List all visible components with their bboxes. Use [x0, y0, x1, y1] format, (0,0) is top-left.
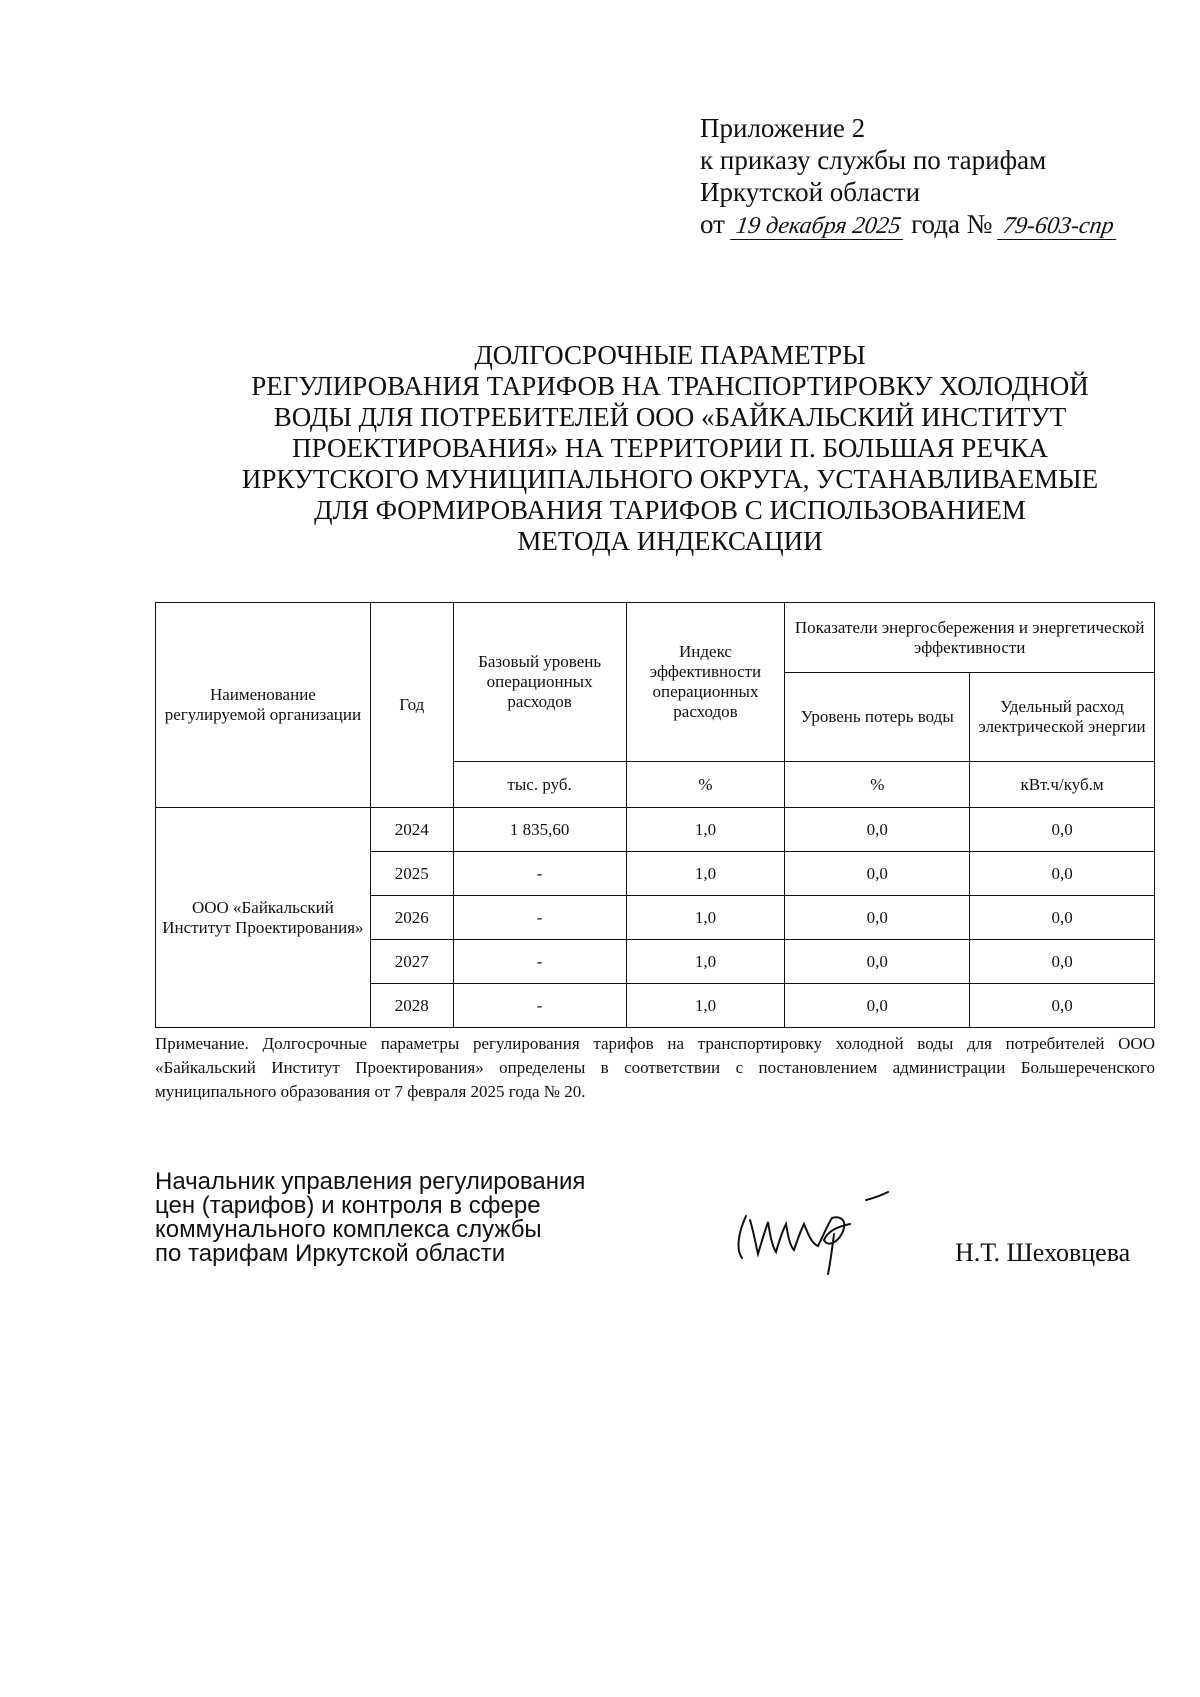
handwritten-signature — [728, 1188, 938, 1278]
title-line-7: МЕТОДА ИНДЕКСАЦИИ — [517, 526, 823, 556]
table-note: Примечание. Долгосрочные параметры регулирования тарифов на транспортировку холодной воды для потребителей ООО «Байкальский Институт Проектирования» определены в соответствии с постановлением администрации Большереченского муниципального образования от 7 февраля 2025 года № 20. — [155, 1034, 1155, 1101]
cell-power-consumption: 0,0 — [970, 940, 1155, 984]
cell-efficiency-index: 1,0 — [626, 808, 785, 852]
unit-water-losses: % — [785, 762, 970, 808]
organization-name: ООО «Байкальский Институт Проектирования» — [156, 808, 371, 1028]
title-line-3: ВОДЫ ДЛЯ ПОТРЕБИТЕЛЕЙ ООО «БАЙКАЛЬСКИЙ ИНСТИТУТ — [273, 402, 1067, 432]
cell-year: 2028 — [370, 984, 453, 1028]
position-line-3: коммунального комплекса службы — [155, 1216, 542, 1243]
cell-base-level: - — [453, 896, 626, 940]
cell-power-consumption: 0,0 — [970, 852, 1155, 896]
header-power-consumption: Удельный расход электрической энергии — [970, 673, 1155, 762]
cell-power-consumption: 0,0 — [970, 808, 1155, 852]
header-base-level: Базовый уровень операционных расходов — [453, 603, 626, 762]
signer-name: Н.Т. Шеховцева — [955, 1238, 1131, 1267]
cell-year: 2027 — [370, 940, 453, 984]
cell-water-losses: 0,0 — [785, 808, 970, 852]
cell-efficiency-index: 1,0 — [626, 940, 785, 984]
cell-water-losses: 0,0 — [785, 852, 970, 896]
title-line-5: ИРКУТСКОГО МУНИЦИПАЛЬНОГО ОКРУГА, УСТАНАВЛИВАЕМЫЕ — [241, 464, 1099, 494]
cell-base-level: - — [453, 940, 626, 984]
cell-year: 2024 — [370, 808, 453, 852]
cell-efficiency-index: 1,0 — [626, 896, 785, 940]
cell-water-losses: 0,0 — [785, 984, 970, 1028]
header-water-losses: Уровень потерь воды — [785, 673, 970, 762]
title-line-2: РЕГУЛИРОВАНИЯ ТАРИФОВ НА ТРАНСПОРТИРОВКУ ХОЛОДНОЙ — [251, 371, 1089, 401]
position-line-4: по тарифам Иркутской области — [155, 1240, 506, 1267]
header-year: Год — [370, 603, 453, 808]
appendix-line-1: Приложение 2 — [700, 113, 866, 143]
position-line-1: Начальник управления регулирования — [155, 1168, 586, 1195]
cell-year: 2025 — [370, 852, 453, 896]
cell-year: 2026 — [370, 896, 453, 940]
appendix-line-4 — [700, 208, 1118, 240]
year-label: года № — [911, 209, 993, 239]
cell-power-consumption: 0,0 — [970, 984, 1155, 1028]
unit-power-consumption: кВт.ч/куб.м — [970, 762, 1155, 808]
unit-efficiency-index: % — [626, 762, 785, 808]
title-line-1: ДОЛГОСРОЧНЫЕ ПАРАМЕТРЫ — [474, 340, 866, 370]
cell-base-level: 1 835,60 — [453, 808, 626, 852]
title-line-6: ДЛЯ ФОРМИРОВАНИЯ ТАРИФОВ С ИСПОЛЬЗОВАНИЕМ — [314, 495, 1026, 525]
parameters-table — [155, 602, 1155, 1028]
header-efficiency-index: Индекс эффективности операционных расходов — [626, 603, 785, 762]
cell-water-losses: 0,0 — [785, 896, 970, 940]
header-energy-group: Показатели энергосбережения и энергетической эффективности — [785, 603, 1155, 673]
cell-water-losses: 0,0 — [785, 940, 970, 984]
from-label: от — [700, 209, 725, 239]
cell-efficiency-index: 1,0 — [626, 852, 785, 896]
handwritten-date: 19 декабря 2025 — [730, 213, 906, 240]
cell-base-level: - — [453, 852, 626, 896]
signatory-position — [155, 1170, 585, 1266]
cell-base-level: - — [453, 984, 626, 1028]
handwritten-order-number: 79-603-спр — [997, 213, 1119, 240]
cell-power-consumption: 0,0 — [970, 896, 1155, 940]
appendix-line-2: к приказу службы по тарифам — [700, 145, 1047, 175]
unit-base-level: тыс. руб. — [453, 762, 626, 808]
document-title — [170, 340, 1170, 557]
table-row — [156, 808, 1155, 852]
appendix-line-3: Иркутской области — [700, 177, 921, 207]
position-line-2: цен (тарифов) и контроля в сфере — [155, 1192, 541, 1219]
cell-efficiency-index: 1,0 — [626, 984, 785, 1028]
header-organization: Наименование регулируемой организации — [156, 603, 371, 808]
title-line-4: ПРОЕКТИРОВАНИЯ» НА ТЕРРИТОРИИ П. БОЛЬШАЯ РЕЧКА — [292, 433, 1048, 463]
appendix-header — [700, 112, 1118, 240]
